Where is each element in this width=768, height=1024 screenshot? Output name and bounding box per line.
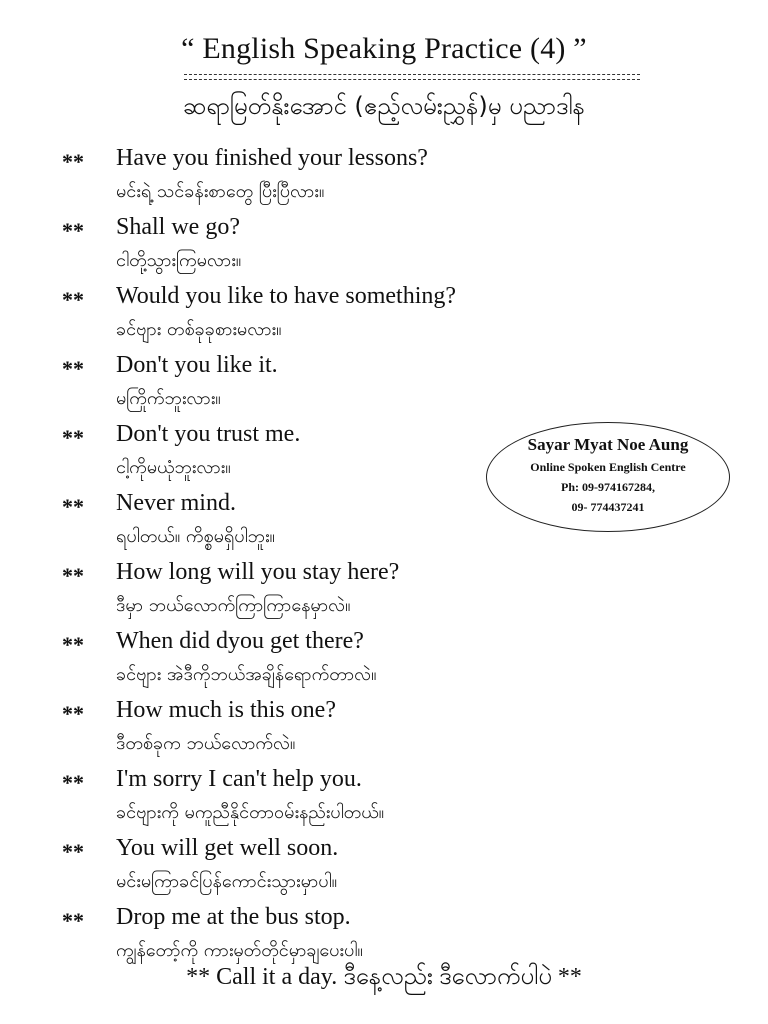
- stamp-phone-2: 09- 774437241: [571, 500, 645, 514]
- stamp-phone-1: Ph: 09-974167284,: [561, 480, 655, 494]
- myanmar-translation: မင်းရဲ့ သင်ခန်းစာတွေ ပြီးပြီလား။: [116, 181, 325, 202]
- english-phrase: Drop me at the bus stop.: [116, 904, 351, 930]
- myanmar-translation: ခင်ဗျားကို မကူညီနိုင်တာဝမ်းနည်းပါတယ်။: [116, 802, 385, 823]
- bullet-marker: **: [62, 287, 84, 312]
- bullet-marker: **: [62, 908, 84, 933]
- myanmar-translation: ကျွန်တော့်ကို ကားမှတ်တိုင်မှာချပေးပါ။: [116, 940, 363, 961]
- english-phrase: How much is this one?: [116, 697, 336, 723]
- english-phrase: I'm sorry I can't help you.: [116, 766, 362, 792]
- contact-stamp: [486, 422, 730, 532]
- myanmar-translation: မင်းမကြာခင်ပြန်ကောင်းသွားမှာပါ။: [116, 871, 338, 892]
- title-divider: [184, 74, 640, 80]
- english-phrase: When did dyou get there?: [116, 628, 364, 654]
- phrase-item: [62, 283, 742, 352]
- english-phrase: How long will you stay here?: [116, 559, 400, 585]
- phrase-item: [62, 697, 742, 766]
- phrase-item: [62, 214, 742, 283]
- myanmar-translation: ခင်ဗျား အဲဒီကိုဘယ်အချိန်ရောက်တာလဲ။: [116, 664, 377, 685]
- english-phrase: Would you like to have something?: [116, 283, 457, 309]
- myanmar-translation: မကြိုက်ဘူးလား။: [116, 388, 221, 409]
- english-phrase: You will get well soon.: [116, 835, 339, 861]
- bullet-marker: **: [62, 356, 84, 381]
- closing-phrase: ** Call it a day. ဒီနေ့လည်း ဒီလောက်ပါပဲ **: [186, 964, 582, 990]
- english-phrase: Don't you trust me.: [116, 421, 301, 447]
- myanmar-translation: ဒီတစ်ခုက ဘယ်လောက်လဲ။: [116, 733, 296, 754]
- bullet-marker: **: [62, 839, 84, 864]
- english-phrase: Have you finished your lessons?: [116, 145, 428, 171]
- bullet-marker: **: [62, 425, 84, 450]
- phrase-item: [62, 559, 742, 628]
- myanmar-translation: ရပါတယ်။ ကိစ္စမရှိပါဘူး။: [116, 526, 275, 547]
- myanmar-translation: ငါ့ကိုမယုံဘူးလား။: [116, 457, 231, 478]
- page-subtitle: ဆရာမြတ်နိုးအောင် (ဧည့်လမ်းညွှန်)မှ ပညာဒါန: [183, 92, 585, 120]
- phrase-item: [62, 628, 742, 697]
- page-title: “ English Speaking Practice (4) ”: [181, 32, 587, 65]
- bullet-marker: **: [62, 218, 84, 243]
- english-phrase: Shall we go?: [116, 214, 240, 240]
- stamp-org: Online Spoken English Centre: [530, 460, 686, 474]
- english-phrase: Never mind.: [116, 490, 236, 516]
- bullet-marker: **: [62, 770, 84, 795]
- phrase-item: [62, 352, 742, 421]
- stamp-name: Sayar Myat Noe Aung: [527, 435, 689, 454]
- phrase-list: [62, 145, 742, 973]
- phrase-item: [62, 766, 742, 835]
- myanmar-translation: ခင်ဗျား တစ်ခုခုစားမလား။: [116, 319, 282, 340]
- bullet-marker: **: [62, 632, 84, 657]
- myanmar-translation: ငါတို့သွားကြမလား။: [116, 250, 242, 271]
- myanmar-translation: ဒီမှာ ဘယ်လောက်ကြာကြာနေမှာလဲ။: [116, 595, 351, 616]
- bullet-marker: **: [62, 494, 84, 519]
- phrase-item: [62, 145, 742, 214]
- english-phrase: Don't you like it.: [116, 352, 278, 378]
- bullet-marker: **: [62, 701, 84, 726]
- phrase-item: [62, 835, 742, 904]
- bullet-marker: **: [62, 149, 84, 174]
- bullet-marker: **: [62, 563, 84, 588]
